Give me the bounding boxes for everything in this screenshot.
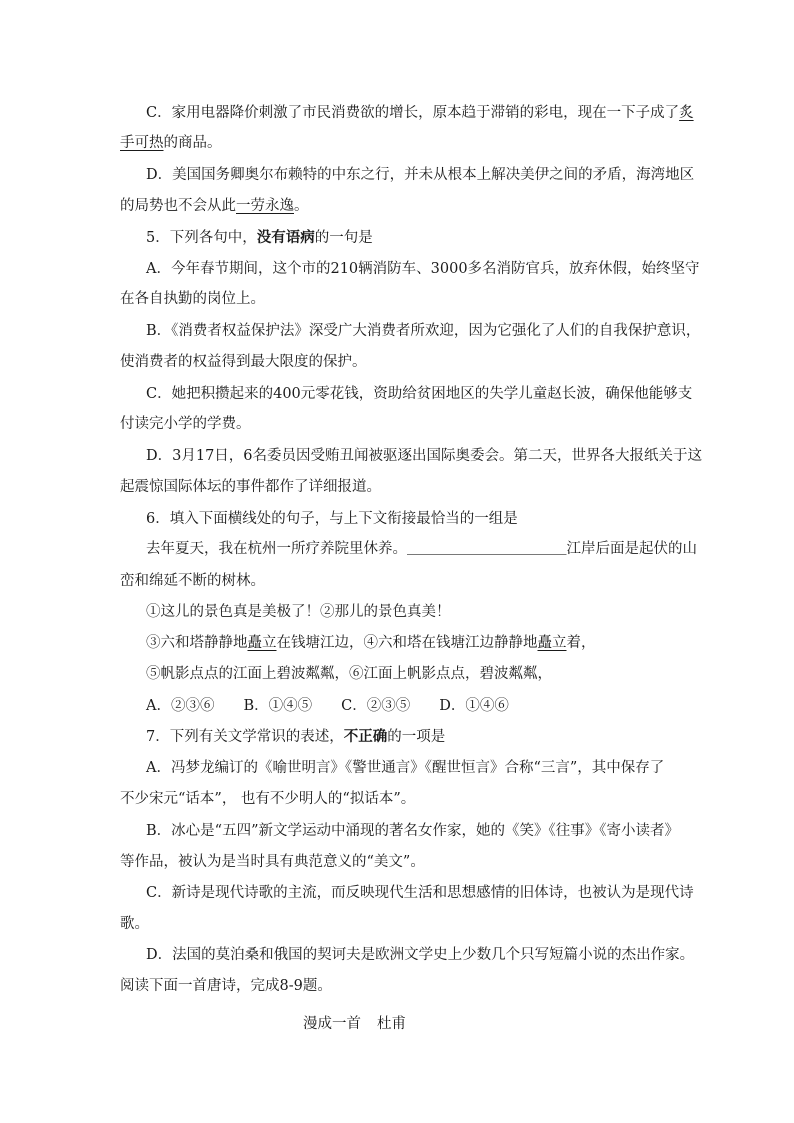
choices-q6-line1: ①这儿的景色真是美极了！②那儿的景色真美！ (146, 604, 451, 620)
text: 着， (566, 635, 596, 651)
option-a-q7-line1: A．冯梦龙编订的《喻世明言》《警世通言》《醒世恒言》合称“三言”，其中保存了 (146, 760, 665, 776)
underlined-text: 矗立 (247, 635, 277, 651)
option-d-q5-line1: D．3月17日，6名委员因受贿丑闻被驱逐出国际奥委会。第二天，世界各大报纸关于这 (146, 448, 703, 464)
option-b-q5-line1: B．《消费者权益保护法》深受广大消费者所欢迎，因为它强化了人们的自我保护意识， (146, 323, 701, 339)
option-a-q5-line1: A．今年春节期间，这个市的210辆消防车、3000多名消防官兵，放弃休假，始终坚守 (146, 261, 700, 277)
underlined-text: 一劳永逸 (236, 198, 294, 214)
text: 7．下列有关文学常识的表述， (146, 729, 344, 745)
option-a-q7-line2: 不少宋元“话本”， 也有不少明人的“拟话本”。 (120, 791, 416, 807)
option-b-q7-line1: B．冰心是“五四”新文学运动中涌现的著名女作家，她的《笑》《往事》《寄小读者》 (146, 823, 679, 839)
text: 在钱塘江边，④六和塔在钱塘江边静静地 (276, 635, 538, 651)
option-d-q7: D．法国的莫泊桑和俄国的契诃夫是欧洲文学史上少数几个只写短篇小说的杰出作家。 (146, 947, 695, 963)
option-c-q5-line1: C．她把积攒起来的400元零花钱，资助给贫困地区的失学儿童赵长波，确保他能够支 (146, 386, 693, 402)
text: 的商品。 (163, 135, 222, 151)
underlined-text: 手可热 (120, 135, 164, 151)
bold-text: 不正确 (343, 728, 388, 745)
poem-author: 杜甫 (377, 1016, 406, 1032)
answers-q6: A．②③⑥ B．①④⑤ C．②③⑤ D．①④⑥ (146, 698, 509, 714)
passage-q6-line2: 峦和绵延不断的树林。 (120, 573, 265, 589)
underlined-text: 炙 (679, 105, 694, 121)
option-c-q7-line1: C．新诗是现代诗歌的主流，而反映现代生活和思想感情的旧体诗，也被认为是现代诗 (146, 885, 694, 901)
reading-instruction: 阅读下面一首唐诗，完成8-9题。 (120, 978, 332, 994)
text: C．家用电器降价刺激了市民消费欲的增长，原本趋于滞销的彩电，现在一下子成了 (146, 105, 680, 121)
passage-q6-line1: 去年夏天，我在杭州一所疗养院里休养。＿＿＿＿＿＿＿＿＿＿＿江岸后面是起伏的山 (146, 541, 697, 557)
text: ③六和塔静静地 (146, 635, 248, 651)
text: 5．下列各句中， (146, 230, 257, 246)
bold-text: 没有语病 (256, 229, 315, 246)
option-c-q4-line2 (120, 134, 222, 152)
question-5 (146, 229, 373, 247)
underlined-text: 矗立 (537, 635, 567, 651)
option-b-q5-line2: 使消费者的权益得到最大限度的保护。 (120, 354, 367, 370)
poem-title: 漫成一首 (303, 1016, 361, 1032)
option-c-q4-line1 (146, 104, 694, 122)
option-b-q7-line2: 等作品，被认为是当时具有典范意义的“美文”。 (120, 854, 425, 870)
text: 的局势也不会从此 (120, 198, 236, 214)
option-c-q5-line2: 付读完小学的学费。 (120, 416, 251, 432)
text: 。 (294, 198, 309, 214)
option-d-q4-line2 (120, 197, 309, 215)
text: 的一项是 (387, 729, 446, 745)
choices-q6-line3: ⑤帆影点点的江面上碧波粼粼，⑥江面上帆影点点，碧波粼粼， (146, 666, 552, 682)
text: 的一句是 (314, 230, 373, 246)
poem-heading (303, 1012, 406, 1033)
question-6: 6．填入下面横线处的句子，与上下文衔接最恰当的一组是 (146, 511, 518, 527)
option-d-q5-line2: 起震惊国际体坛的事件都作了详细报道。 (120, 479, 381, 495)
question-7 (146, 728, 445, 746)
option-a-q5-line2: 在各自执勤的岗位上。 (120, 291, 265, 307)
choices-q6-line2 (146, 634, 596, 652)
option-d-q4-line1: D．美国国务卿奥尔布赖特的中东之行，并未从根本上解决美伊之间的矛盾，海湾地区 (146, 167, 695, 183)
option-c-q7-line2: 歌。 (120, 916, 149, 932)
